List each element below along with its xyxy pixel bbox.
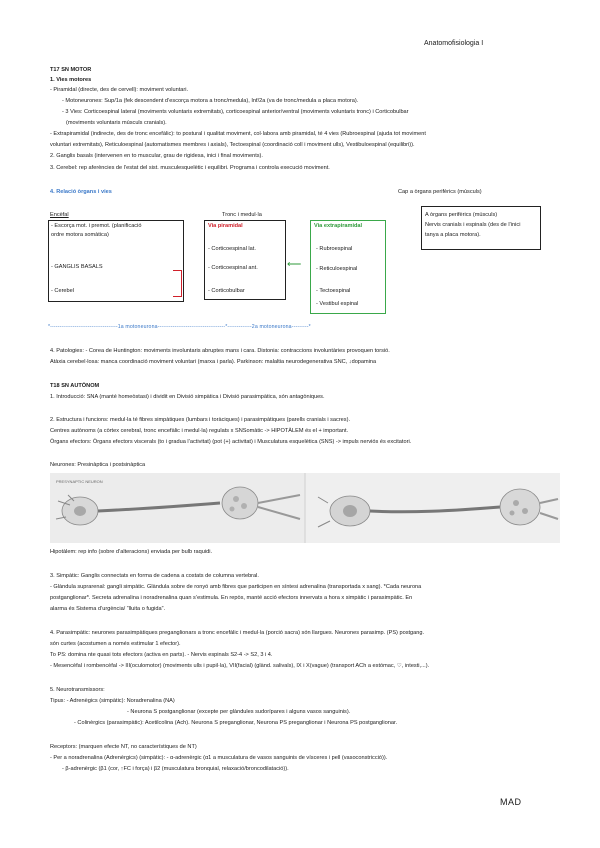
text-parasimpatic-3: To PS: domina nte quasi tots efectors (activa en parts). - Nervis espinals S2-4 -> S2, 3 i 4.: [50, 652, 273, 658]
text-tipus-2: - Neurona S postganglionar (excepte per glàndules sudorípares i alguns vasos sanguinis).: [127, 709, 351, 715]
motoneurona-line: *------------------------------------1a motoneurona------------------------------------*-------------2a motoneurona---------*: [48, 324, 311, 330]
text-receptors-3: - β-adrenèrgic (β1 (cor, ↑FC i força) i β2 (musculatura bronquial, relaxació/broncodilatació)).: [62, 766, 289, 772]
text-tipus: Tipus: - Adrenègics (simpàtic): Noradrenalina (NA): [50, 698, 175, 704]
neurone-illustration: [50, 473, 560, 543]
text-cerebel: 3. Cerebel: rep aferències de l’estat del sist. musculesquelètic i equilibri. Programa i controla execució moviment.: [50, 165, 330, 171]
subheading-neurotransmissors: 5. Neurotransmissors:: [50, 687, 105, 693]
extrapiramidal-item: - Vestibul espinal: [316, 301, 359, 307]
text-parasimpatic-2: són curtes (acostumen a només estimular 1 efector).: [50, 641, 181, 647]
column-encefal: Encèfal: [50, 212, 69, 218]
footer-initials: MAD: [500, 797, 522, 807]
text-piramidal: - Piramidal (directe, des de cervell): moviment voluntari.: [50, 87, 189, 93]
section-heading-t18: T18 SN AUTÒNOM: [50, 383, 100, 389]
text-tres-vies-2: (moviments voluntaris músculs cranials).: [66, 120, 167, 126]
encefal-item: - Escorça mot. i premot. (planificació: [51, 223, 142, 229]
extrapiramidal-item: - Reticuloespinal: [316, 266, 358, 272]
subheading-relacio: 4. Relació òrgans i vies: [50, 189, 112, 195]
section-heading-t17: T17 SN MOTOR: [50, 67, 92, 73]
heading-periferics: Cap a òrgans perifèrics (músculs): [398, 189, 482, 195]
extrapiramidal-item: - Rubroespinal: [316, 246, 353, 252]
text-parasimpatic-1: 4. Parasimpàtic: neurones parasimpàtiques preganglionars a tronc encefàlic i medul·la (porció sacra) són llargues. Neurones parasimp. (PS) postgang.: [50, 630, 425, 636]
text-simpatic-1: 3. Simpàtic: Ganglis connectats en forma de cadena a costats de columna vertebral.: [50, 573, 259, 579]
connector-line: [181, 270, 182, 297]
text-organs: Òrgans efectors: Òrgans efectors viscerals (to i gradua l’activitat) (pot (+) activitat) i Musculatura esquelètica (SNS) -> impuls nerviós és excitatori.: [50, 439, 412, 445]
text-intro: 1. Introducció: SNA (manté homeòstasi) i dividit en Divisió simpàtica i Divisió parasimpàtica, són antagòniques.: [50, 394, 325, 400]
text-extrapiramidal-2: voluntari extremitats), Reticuloespinal (automatismes membres i axials), Tectoespinal (coordinació coll i moviment ulls), Vestibuloespinal (equilibri)).: [50, 142, 415, 148]
piramidal-item: - Corticoespinal ant.: [208, 265, 258, 271]
text-receptors-2: - Per a noradrenalina (Adrenèrgics) (simpàtic): - α-adrenèrgic (α1 a musculatura de vasos sanguinis de vísceres i pell (vasoconstricció)).: [50, 755, 388, 761]
periferics-item: Nervis cranials i espinals (des de l’inici: [425, 222, 521, 228]
via-extrapiramidal-label: Via extrapiramidal: [314, 223, 363, 229]
text-centres: Centres autònoms (a còrtex cerebral, tronc encefàlic i medul·la) regulats x SNSomàtic -> HIPOTÀLEM és el + important.: [50, 428, 349, 434]
extrapiramidal-item: - Tectoespinal: [316, 288, 351, 294]
text-extrapiramidal: - Extrapiramidal (indirecte, des de tronc encefàlic): to postural i qualitat moviment, col·labora amb piramidal, té 4 vies (Rubroespinal (ajuda tot moviment: [50, 131, 426, 137]
patologies-line2: Atàxia cerebel·losa: manca coordinació moviment voluntari (marxa i parla). Parkinson: malaltia neurodegenerativa SNC, ↓dopamina: [50, 359, 377, 365]
piramidal-item: - Corticobulbar: [208, 288, 245, 294]
encefal-item: ordre motora somàtica): [51, 232, 109, 238]
encefal-item: - Cerebel: [51, 288, 75, 294]
text-simpatic-2: - Glàndula suprarenal: gangli simpàtic. Glàndula sobre de ronyó amb fibres que participen en síntesi adrenalina (transportada x sang). *Cada neurona: [50, 584, 422, 590]
text-motoneurones: - Motoneurones: Sup/1a (fek descendent d’escorça motora a tronc/medula), Inf/2a (va de tronc/medula a placa motora).: [62, 98, 359, 104]
text-estructura: 2. Estructura i funcions: medul·la té fibres simpàtiques (lumbars i toràciques) i parasimpàtiques (parells cranials i sacres).: [50, 417, 351, 423]
arrow-left-icon: ⟵: [287, 259, 302, 270]
periferics-item: tanya a placa motora).: [425, 232, 481, 238]
encefal-item: - GANGLIS BASALS: [51, 264, 103, 270]
periferics-item: A òrgans perifèrics (músculs): [425, 212, 498, 218]
text-colinergics: - Colinèrgics (parasimpàtic): Acetilcolina (Ach). Neurona S preganglionar, Neurona PS preganglionar i Neurona PS postganglionar.: [74, 720, 398, 726]
text-simpatic-3: postganglionar*. Secreta adrenalina i noradrenalina quan s’estimula. En repòs, manté acció efectors innervats a hora x simpàtic i parasimpàtic. En: [50, 595, 413, 601]
text-parasimpatic-4: - Mesencèfal i rombencèfal -> III(oculomotor) (moviments ulls i pupil·la), VII(facial) (glànd. salivals), IX i X(vague) (transport ACh a estómac, ♡, intesti,...).: [50, 663, 430, 669]
text-ganglis: 2. Ganglis basals (intervenen en to muscular, grau de rigidesa, inici i final moviments).: [50, 153, 263, 159]
patologies-line1: 4. Patologies: - Corea de Huntington: moviments involuntaris abruptes mans i cara. Distonia: contraccions involuntàries provoquen torsió.: [50, 348, 390, 354]
subheading-vies: 1. Vies motores: [50, 77, 92, 83]
text-receptors: Receptors: (marquen efecte NT, no característiques de NT): [50, 744, 197, 750]
piramidal-item: - Corticoespinal lat.: [208, 246, 256, 252]
document-title: Anatomofisiologia I: [424, 40, 484, 47]
svg-text:PRESYNAPTIC NEURON: PRESYNAPTIC NEURON: [56, 479, 103, 484]
connector-line: [173, 270, 182, 271]
text-simpatic-4: alarma és Sistema d’urgència/ “lluita o fugida”.: [50, 606, 166, 612]
connector-line: [173, 296, 182, 297]
text-neurones: Neurones: Presinàptica i postsinàptica: [50, 462, 146, 468]
column-tronc: Tronc i medul·la: [222, 212, 262, 218]
text-hipotalem: Hipotàlem: rep info (sobre d’alteracions) enviada per bulb raquidi.: [50, 549, 212, 555]
via-piramidal-label: Via piramidal: [208, 223, 243, 229]
text-tres-vies: - 3 Vies: Corticoespinal lateral (moviments voluntaris extremitats), corticoespinal anterior/ventral (moviments voluntaris tronc) i Corticobulbar: [62, 109, 409, 115]
